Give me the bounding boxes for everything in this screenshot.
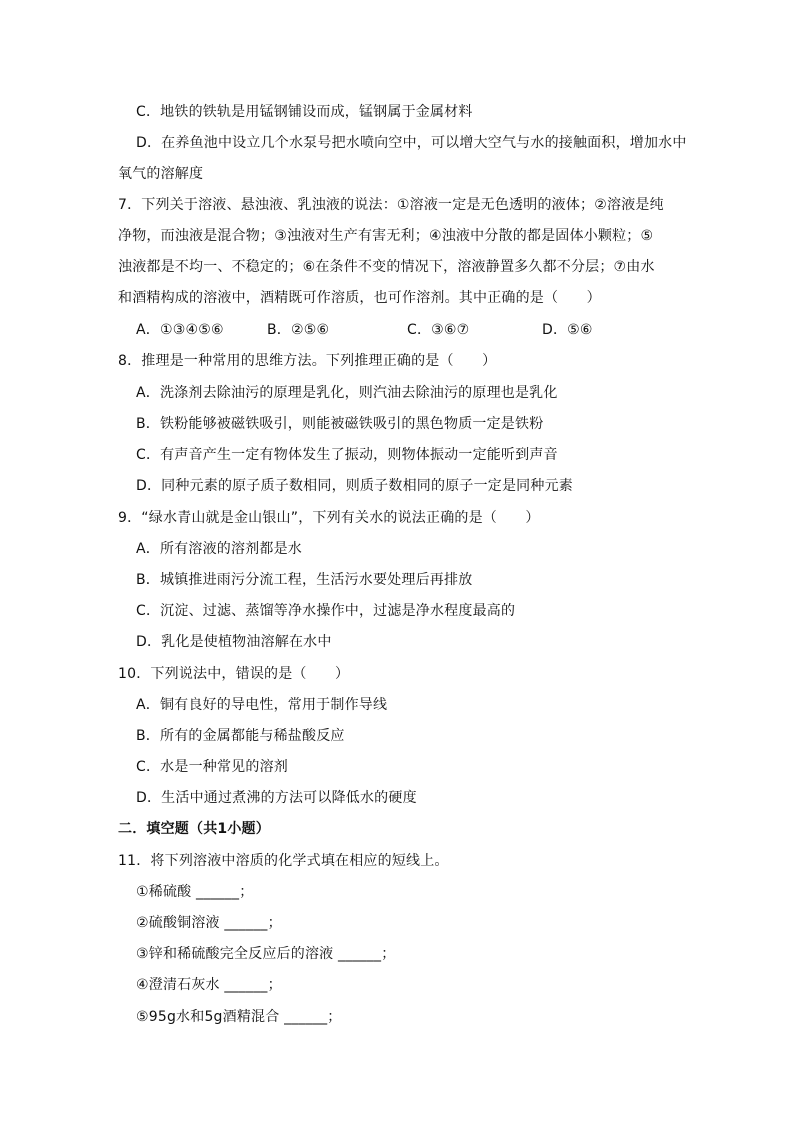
q11-item-5: ⑤95g水和5g酒精混合 ______； xyxy=(136,1009,342,1025)
q8-option-a: A．洗涤剂去除油污的原理是乳化，则汽油去除油污的原理也是乳化 xyxy=(136,385,558,401)
q11-stem: 11．将下列溶液中溶质的化学式填在相应的短线上。 xyxy=(118,853,449,869)
q8-option-b: B．铁粉能够被磁铁吸引，则能被磁铁吸引的黑色物质一定是铁粉 xyxy=(136,416,544,432)
q7-stem-line2: 净物，而浊液是混合物；③浊液对生产有害无利；④浊液中分散的都是固体小颗粒；⑤ xyxy=(118,228,654,244)
q7-stem-line4: 和酒精构成的溶液中，酒精既可作溶质，也可作溶剂。其中正确的是（ ） xyxy=(118,290,601,306)
q11-item-2: ②硫酸铜溶液 ______； xyxy=(136,915,282,931)
q9-option-a: A．所有溶液的溶剂都是水 xyxy=(136,541,302,557)
q6-option-d-line1: D．在养鱼池中设立几个水泵号把水喷向空中，可以增大空气与水的接触面积，增加水中 xyxy=(136,135,687,151)
q7-option-c: C．③⑥⑦ xyxy=(407,322,470,338)
q9-stem: 9．“绿水青山就是金山银山”，下列有关水的说法正确的是（ ） xyxy=(118,510,540,526)
q10-stem: 10．下列说法中，错误的是（ ） xyxy=(118,666,350,682)
q10-option-d: D．生活中通过煮沸的方法可以降低水的硬度 xyxy=(136,790,417,806)
q7-option-b: B．②⑤⑥ xyxy=(267,322,330,338)
q8-option-c: C．有声音产生一定有物体发生了振动，则物体振动一定能听到声音 xyxy=(136,447,558,463)
section-heading: 二．填空题（共1小题） xyxy=(118,821,270,837)
q9-option-c: C．沉淀、过滤、蒸馏等净水操作中，过滤是净水程度最高的 xyxy=(136,603,516,619)
q7-option-d: D．⑤⑥ xyxy=(542,322,593,338)
q7-options xyxy=(136,321,706,339)
q7-option-a: A．①③④⑤⑥ xyxy=(136,322,224,338)
q6-option-c: C．地铁的铁轨是用锰钢铺设而成，锰钢属于金属材料 xyxy=(136,104,473,120)
q6-option-d-line2: 氧气的溶解度 xyxy=(118,166,204,182)
q11-item-3: ③锌和稀硫酸完全反应后的溶液 ______； xyxy=(136,946,396,962)
q11-item-4: ④澄清石灰水 ______； xyxy=(136,977,282,993)
q9-option-d: D．乳化是使植物油溶解在水中 xyxy=(136,634,332,650)
q9-option-b: B．城镇推进雨污分流工程，生活污水要处理后再排放 xyxy=(136,572,473,588)
q7-stem-line3: 浊液都是不均一、不稳定的；⑥在条件不变的情况下，溶液静置多久都不分层；⑦由水 xyxy=(118,259,655,275)
q8-option-d: D．同种元素的原子质子数相同，则质子数相同的原子一定是同种元素 xyxy=(136,478,573,494)
q10-option-a: A．铜有良好的导电性，常用于制作导线 xyxy=(136,697,388,713)
q11-item-1: ①稀硫酸 ______； xyxy=(136,884,254,900)
q10-option-c: C．水是一种常见的溶剂 xyxy=(136,759,288,775)
q10-option-b: B．所有的金属都能与稀盐酸反应 xyxy=(136,728,345,744)
q8-stem: 8．推理是一种常用的思维方法。下列推理正确的是（ ） xyxy=(118,353,497,369)
q7-stem-line1: 7．下列关于溶液、悬浊液、乳浊液的说法：①溶液一定是无色透明的液体；②溶液是纯 xyxy=(118,197,664,213)
